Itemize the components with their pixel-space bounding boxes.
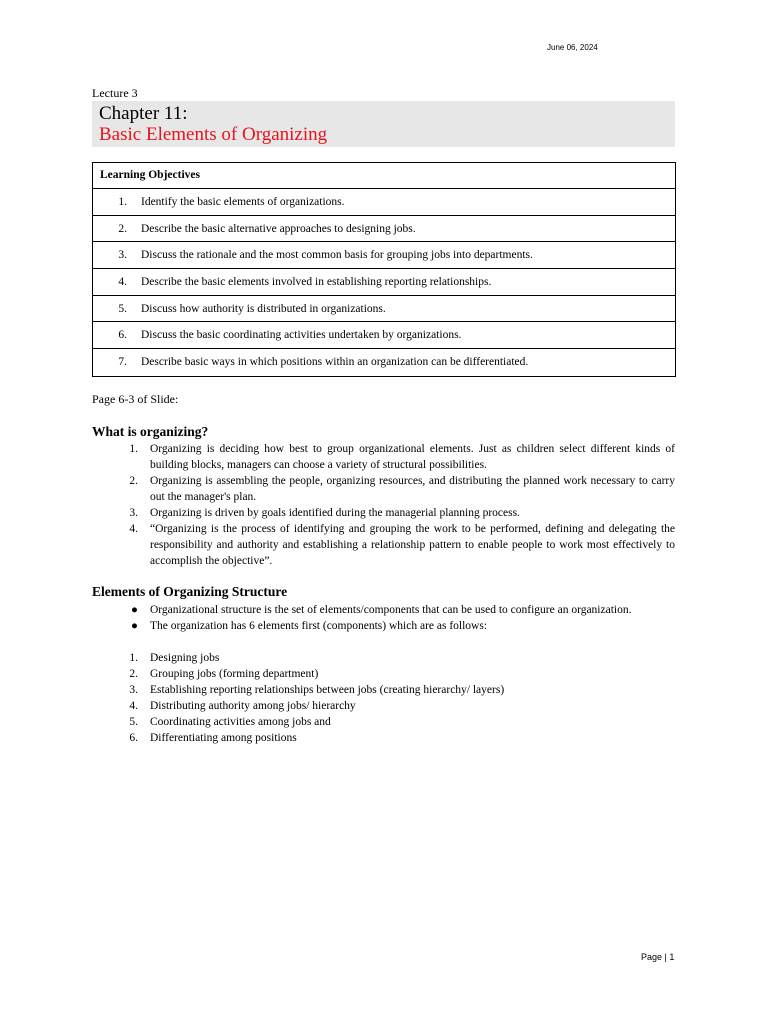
page-number-footer: Page | 1 xyxy=(641,952,675,962)
list-text: Coordinating activities among jobs and xyxy=(150,716,331,728)
objective-row xyxy=(93,242,675,269)
objective-text: Describe the basic elements involved in establishing reporting relationships. xyxy=(141,275,492,288)
list-item xyxy=(92,666,675,682)
list-text: Grouping jobs (forming department) xyxy=(150,668,319,680)
objective-row xyxy=(93,296,675,323)
objective-row xyxy=(93,349,675,376)
what-is-organizing-heading: What is organizing? xyxy=(92,424,209,439)
list-text: Establishing reporting relationships between jobs (creating hierarchy/ layers) xyxy=(150,684,505,696)
bullet-item xyxy=(92,618,675,634)
chapter-title: Basic Elements of Organizing xyxy=(99,124,328,145)
list-number: 6. xyxy=(129,732,138,744)
bullet-text: The organization has 6 elements first (components) which are as follows: xyxy=(150,620,488,632)
list-item xyxy=(92,521,675,569)
objective-text: Describe the basic alternative approaches to designing jobs. xyxy=(141,222,416,235)
objective-text: Discuss how authority is distributed in organizations. xyxy=(141,302,386,315)
objective-number: 1. xyxy=(118,195,127,208)
list-item xyxy=(92,698,675,714)
learning-objectives-heading: Learning Objectives xyxy=(93,163,675,189)
list-number: 1. xyxy=(129,443,138,455)
list-item xyxy=(92,505,675,521)
slide-page-reference: Page 6-3 of Slide: xyxy=(92,392,179,406)
bullet-item xyxy=(92,602,675,618)
objective-number: 3. xyxy=(118,249,127,262)
objective-text: Discuss the rationale and the most common basis for grouping jobs into departments. xyxy=(141,249,533,262)
objective-number: 7. xyxy=(118,356,127,369)
list-number: 2. xyxy=(129,668,138,680)
list-number: 3. xyxy=(129,507,138,519)
list-text: Organizing is assembling the people, organizing resources, and distributing the planned work necessary to carry out the manager's plan. xyxy=(150,475,675,503)
list-text: “Organizing is the process of identifying and grouping the work to be performed, defining and delegating the responsibility and authority and establishing a relationship pattern to enable people to work most effectively to accomplish the objective”. xyxy=(150,523,675,567)
chapter-number: Chapter 11: xyxy=(99,103,188,124)
list-number: 5. xyxy=(129,716,138,728)
list-item xyxy=(92,441,675,473)
elements-heading: Elements of Organizing Structure xyxy=(92,584,288,599)
list-item xyxy=(92,682,675,698)
learning-objectives-table xyxy=(92,162,676,377)
objective-number: 5. xyxy=(118,302,127,315)
elements-numbered-list xyxy=(92,650,675,746)
lecture-label: Lecture 3 xyxy=(92,86,138,100)
bullet-mark: ● xyxy=(131,620,138,632)
list-text: Distributing authority among jobs/ hierarchy xyxy=(150,700,356,712)
list-item xyxy=(92,650,675,666)
objective-number: 6. xyxy=(118,329,127,342)
list-item xyxy=(92,714,675,730)
list-text: Organizing is driven by goals identified during the managerial planning process. xyxy=(150,507,520,519)
objective-row xyxy=(93,322,675,349)
elements-bullet-list xyxy=(92,602,675,634)
list-text: Designing jobs xyxy=(150,652,220,664)
list-number: 4. xyxy=(129,700,138,712)
list-item xyxy=(92,730,675,746)
objective-row xyxy=(93,216,675,243)
objective-number: 2. xyxy=(118,222,127,235)
list-number: 3. xyxy=(129,684,138,696)
objective-text: Discuss the basic coordinating activities undertaken by organizations. xyxy=(141,329,462,342)
list-text: Organizing is deciding how best to group organizational elements. Just as children select different kinds of building blocks, managers can choose a variety of structural possibilities. xyxy=(150,443,675,471)
list-number: 4. xyxy=(129,523,138,535)
list-number: 1. xyxy=(129,652,138,664)
chapter-title-box xyxy=(92,101,675,147)
objective-text: Describe basic ways in which positions within an organization can be differentiated. xyxy=(141,356,529,369)
list-item xyxy=(92,473,675,505)
objective-row xyxy=(93,189,675,216)
bullet-mark: ● xyxy=(131,604,138,616)
objective-text: Identify the basic elements of organizations. xyxy=(141,195,345,208)
objective-row xyxy=(93,269,675,296)
list-text: Differentiating among positions xyxy=(150,732,297,744)
objective-number: 4. xyxy=(118,275,127,288)
list-number: 2. xyxy=(129,475,138,487)
bullet-text: Organizational structure is the set of elements/components that can be used to configure an organization. xyxy=(150,604,632,616)
header-date: June 06, 2024 xyxy=(547,43,598,52)
what-is-organizing-list xyxy=(92,441,675,569)
